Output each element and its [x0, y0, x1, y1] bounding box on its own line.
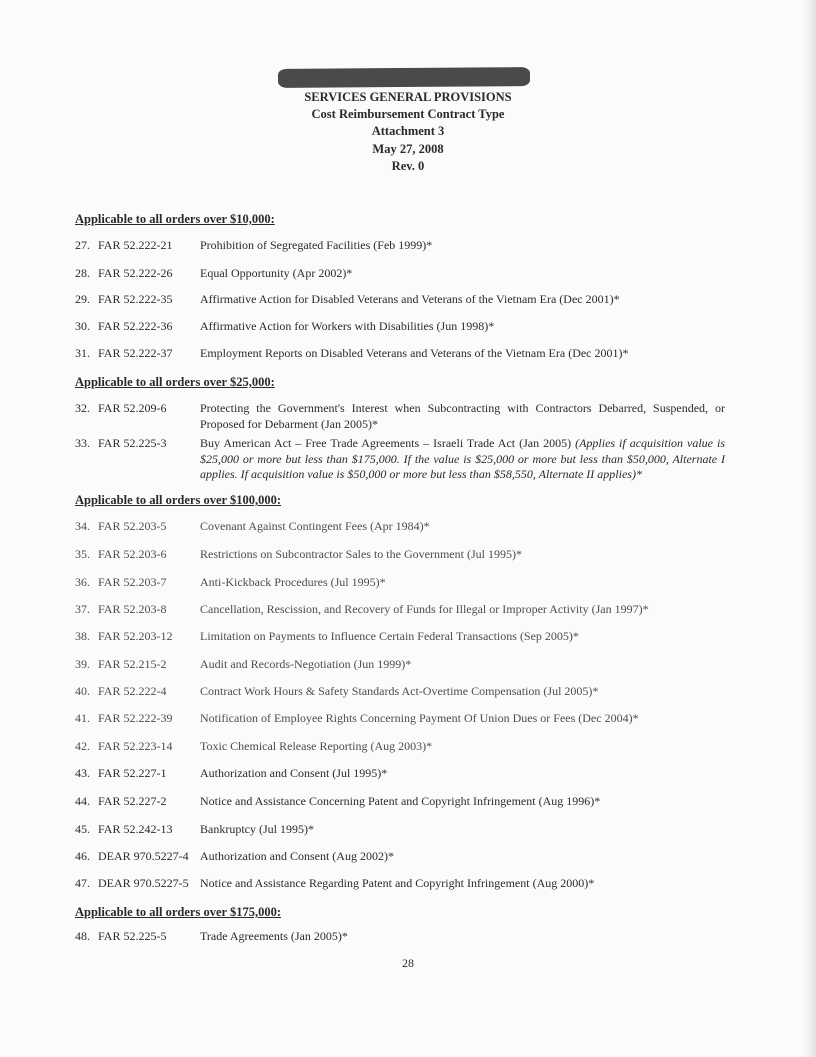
- clause-title: Notification of Employee Rights Concerning Payment Of Union Dues or Fees (Dec 2004)*: [200, 711, 639, 725]
- clause-title: Audit and Records-Negotiation (Jun 1999)*: [200, 657, 412, 671]
- clause-number: 42.: [75, 739, 90, 753]
- clause-title: [200, 436, 725, 483]
- clause-reference: DEAR 970.5227-4: [98, 849, 189, 863]
- clause-reference: FAR 52.227-2: [98, 794, 167, 808]
- clause-title: Cancellation, Rescission, and Recovery of Funds for Illegal or Improper Activity (Jan 1997)*: [200, 602, 649, 616]
- clause-number: 44.: [75, 794, 90, 808]
- clause-number: 39.: [75, 657, 90, 671]
- clause-reference: FAR 52.203-7: [98, 575, 167, 589]
- clause-reference: FAR 52.242-13: [98, 822, 173, 836]
- clause-number: 35.: [75, 547, 90, 561]
- clause-reference: FAR 52.222-35: [98, 292, 173, 306]
- clause-number: 38.: [75, 629, 90, 643]
- clause-title: Bankruptcy (Jul 1995)*: [200, 822, 314, 836]
- clause-title: Employment Reports on Disabled Veterans and Veterans of the Vietnam Era (Dec 2001)*: [200, 346, 629, 360]
- clause-number: 36.: [75, 575, 90, 589]
- clause-number: 43.: [75, 766, 90, 780]
- document-header: [0, 89, 816, 175]
- clause-number: 48.: [75, 929, 90, 943]
- header-subtitle: Cost Reimbursement Contract Type: [311, 107, 505, 122]
- clause-reference: FAR 52.222-21: [98, 238, 173, 252]
- clause-number: 40.: [75, 684, 90, 698]
- clause-title: Notice and Assistance Concerning Patent and Copyright Infringement (Aug 1996)*: [200, 794, 601, 808]
- clause-number: 46.: [75, 849, 90, 863]
- section-heading: Applicable to all orders over $100,000:: [75, 493, 281, 507]
- clause-number: 41.: [75, 711, 90, 725]
- section-heading: Applicable to all orders over $175,000:: [75, 905, 281, 919]
- clause-number: 27.: [75, 238, 90, 252]
- clause-reference: FAR 52.203-5: [98, 519, 167, 533]
- clause-title: Notice and Assistance Regarding Patent and Copyright Infringement (Aug 2000)*: [200, 876, 595, 890]
- clause-title: Anti-Kickback Procedures (Jul 1995)*: [200, 575, 386, 589]
- clause-reference: FAR 52.209-6: [98, 401, 167, 415]
- clause-reference: FAR 52.225-3: [98, 436, 167, 450]
- clause-reference: FAR 52.215-2: [98, 657, 167, 671]
- clause-reference: FAR 52.222-4: [98, 684, 167, 698]
- clause-reference: FAR 52.222-36: [98, 319, 173, 333]
- header-date: May 27, 2008: [372, 141, 444, 156]
- header-revision: Rev. 0: [391, 158, 425, 173]
- clause-reference: FAR 52.222-37: [98, 346, 173, 360]
- clause-number: 33.: [75, 436, 90, 450]
- clause-reference: FAR 52.203-8: [98, 602, 167, 616]
- clause-reference: DEAR 970.5227-5: [98, 876, 189, 890]
- page-number: 28: [402, 956, 414, 970]
- clause-title: Authorization and Consent (Aug 2002)*: [200, 849, 394, 863]
- clause-reference: FAR 52.222-39: [98, 711, 173, 725]
- clause-reference: FAR 52.223-14: [98, 739, 173, 753]
- clause-number: 34.: [75, 519, 90, 533]
- header-attachment: Attachment 3: [371, 124, 445, 139]
- clause-number: 45.: [75, 822, 90, 836]
- clause-number: 28.: [75, 266, 90, 280]
- clause-title: Affirmative Action for Workers with Disabilities (Jun 1998)*: [200, 319, 495, 333]
- section-heading: Applicable to all orders over $10,000:: [75, 212, 275, 226]
- clause-number: 30.: [75, 319, 90, 333]
- clause-reference: FAR 52.225-5: [98, 929, 167, 943]
- clause-reference: FAR 52.203-6: [98, 547, 167, 561]
- clause-title: Trade Agreements (Jan 2005)*: [200, 929, 348, 943]
- clause-reference: FAR 52.203-12: [98, 629, 173, 643]
- clause-reference: FAR 52.227-1: [98, 766, 167, 780]
- clause-number: 32.: [75, 401, 90, 415]
- clause-title: Prohibition of Segregated Facilities (Feb 1999)*: [200, 238, 433, 252]
- clause-number: 47.: [75, 876, 90, 890]
- header-title: SERVICES GENERAL PROVISIONS: [304, 90, 512, 104]
- clause-title: Protecting the Government's Interest when Subcontracting with Contractors Debarred, Suspended, or Proposed for Debarment (Jan 2005)*: [200, 401, 725, 431]
- section-heading: Applicable to all orders over $25,000:: [75, 375, 275, 389]
- clause-title: Toxic Chemical Release Reporting (Aug 2003)*: [200, 739, 433, 753]
- clause-title: Affirmative Action for Disabled Veterans and Veterans of the Vietnam Era (Dec 2001)*: [200, 292, 620, 306]
- clause-applicability-note: (Applies if acquisition value is $25,000 or more but less than $175,000. If the value is $25,000 or more but less than $50,000, Alternate I applies. If acquisition value is $50,000 or more but less than $58,550, Alternate II applies)*: [200, 436, 725, 481]
- clause-title: Covenant Against Contingent Fees (Apr 1984)*: [200, 519, 430, 533]
- clause-number: 31.: [75, 346, 90, 360]
- clause-title: Limitation on Payments to Influence Certain Federal Transactions (Sep 2005)*: [200, 629, 579, 643]
- clause-title: Equal Opportunity (Apr 2002)*: [200, 266, 353, 280]
- clause-title: Contract Work Hours & Safety Standards Act-Overtime Compensation (Jul 2005)*: [200, 684, 599, 698]
- redaction-mark: [278, 67, 530, 88]
- clause-number: 29.: [75, 292, 90, 306]
- clause-number: 37.: [75, 602, 90, 616]
- clause-reference: FAR 52.222-26: [98, 266, 173, 280]
- clause-title: Authorization and Consent (Jul 1995)*: [200, 766, 388, 780]
- clause-title: Restrictions on Subcontractor Sales to the Government (Jul 1995)*: [200, 547, 522, 561]
- clause-title-main: Buy American Act – Free Trade Agreements – Israeli Trade Act (Jan 2005): [200, 436, 576, 450]
